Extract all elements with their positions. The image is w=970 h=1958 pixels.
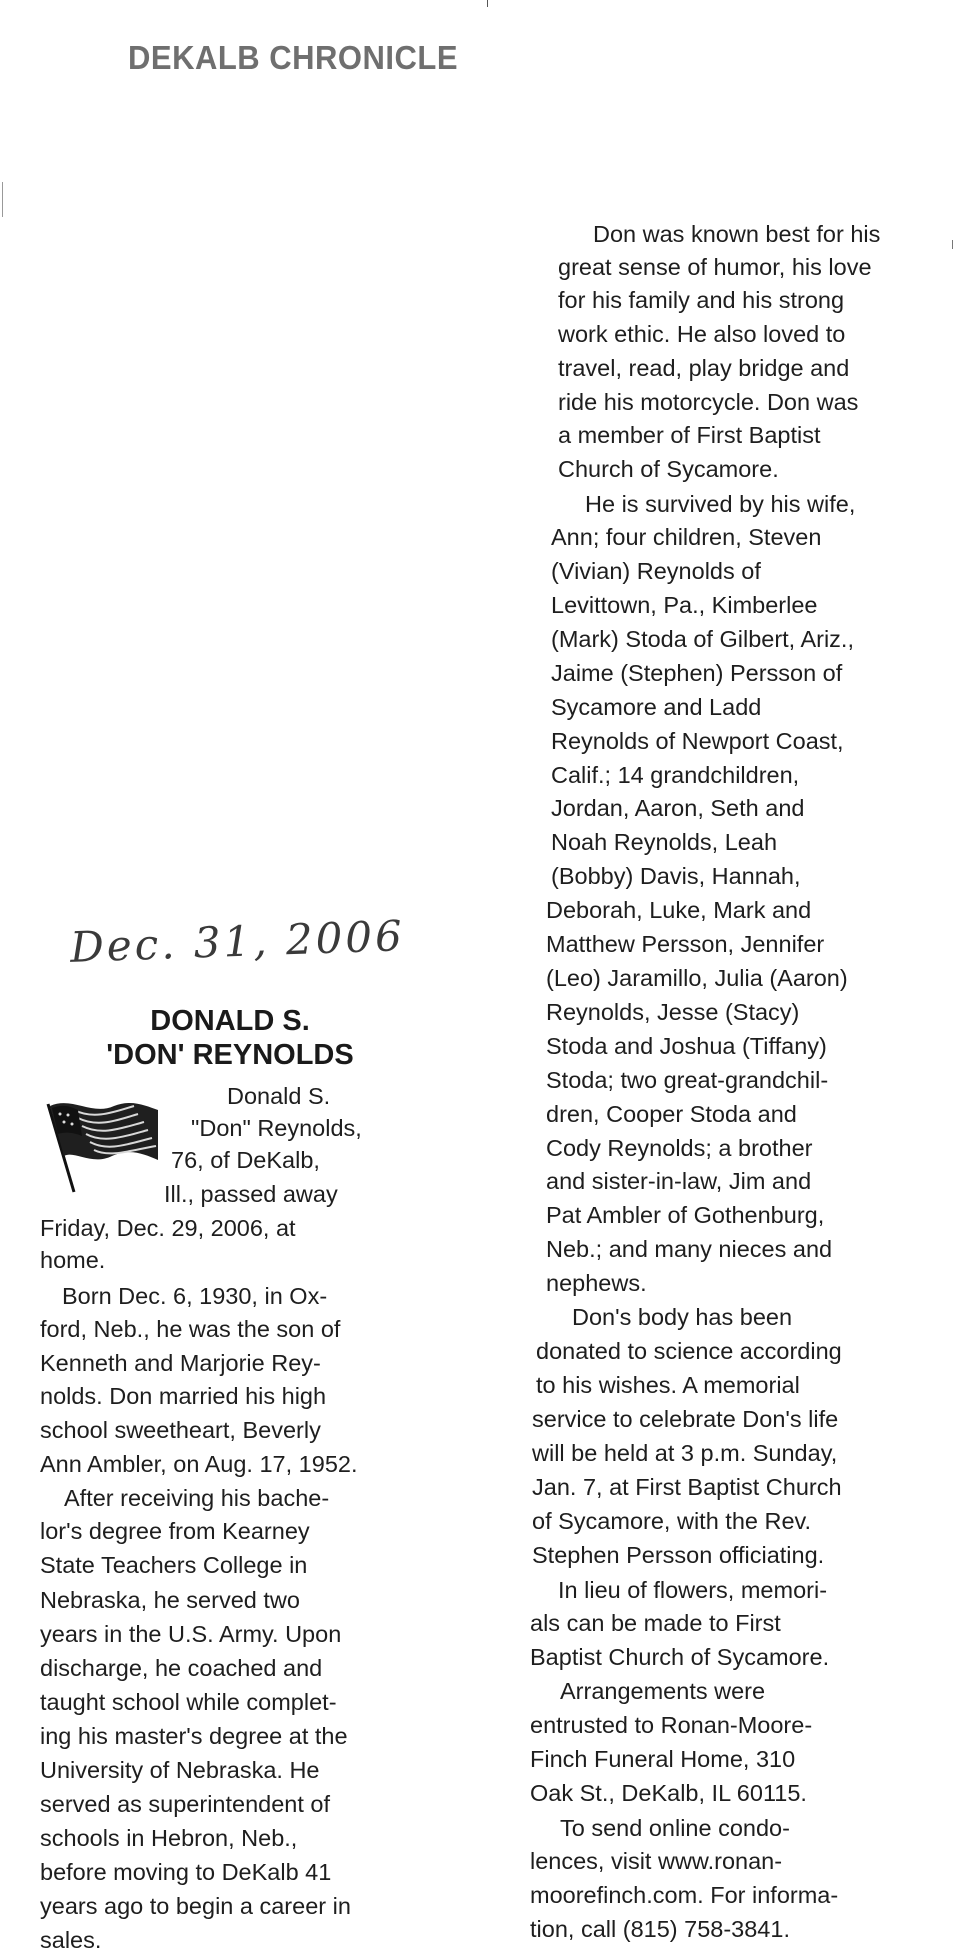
- left-column-line: nolds. Don married his high: [40, 1383, 327, 1409]
- left-column-line: Born Dec. 6, 1930, in Ox-: [62, 1283, 328, 1309]
- left-column-line: After receiving his bache-: [64, 1485, 330, 1511]
- left-column-line: schools in Hebron, Neb.,: [40, 1825, 298, 1851]
- right-column-line: Jordan, Aaron, Seth and: [551, 795, 805, 821]
- right-column-line: of Sycamore, with the Rev.: [532, 1508, 812, 1534]
- right-column-line: Don's body has been: [572, 1304, 793, 1330]
- left-column-line: discharge, he coached and: [40, 1655, 323, 1681]
- right-column-line: Cody Reynolds; a brother: [546, 1135, 813, 1161]
- right-column-line: nephews.: [546, 1270, 647, 1296]
- right-column-line: ride his motorcycle. Don was: [558, 389, 859, 415]
- right-column-line: Pat Ambler of Gothenburg,: [546, 1202, 825, 1228]
- obituary-name-line-1: DONALD S.: [150, 1005, 310, 1037]
- right-column-line: He is survived by his wife,: [585, 491, 856, 517]
- handwritten-date: Dec. 31, 2006: [69, 911, 406, 972]
- right-column-line: Noah Reynolds, Leah: [551, 829, 778, 855]
- right-column-line: To send online condo-: [560, 1815, 790, 1841]
- right-column-line: Levittown, Pa., Kimberlee: [551, 592, 818, 618]
- left-column-line: Ill., passed away: [164, 1181, 338, 1207]
- right-column-line: In lieu of flowers, memori-: [558, 1577, 828, 1603]
- right-column-line: Reynolds, Jesse (Stacy): [546, 999, 800, 1025]
- right-column-line: Stoda and Joshua (Tiffany): [546, 1033, 827, 1059]
- left-column-line: 76, of DeKalb,: [171, 1147, 320, 1173]
- left-column-line: Ann Ambler, on Aug. 17, 1952.: [40, 1451, 358, 1477]
- right-column-line: great sense of humor, his love: [558, 254, 872, 280]
- right-column-line: Stoda; two great-grandchil-: [546, 1067, 829, 1093]
- right-column-line: lences, visit www.ronan-: [530, 1848, 783, 1874]
- left-column-line: home.: [40, 1247, 106, 1273]
- right-column-line: Don was known best for his: [593, 221, 881, 247]
- clipping-edge-mark: [487, 0, 488, 7]
- right-column-line: Church of Sycamore.: [558, 456, 779, 482]
- right-column-line: service to celebrate Don's life: [532, 1406, 839, 1432]
- left-column-line: school sweetheart, Beverly: [40, 1417, 321, 1443]
- right-column-line: and sister-in-law, Jim and: [546, 1168, 812, 1194]
- left-column-line: Nebraska, he served two: [40, 1587, 300, 1613]
- right-column-line: (Mark) Stoda of Gilbert, Ariz.,: [551, 626, 854, 652]
- right-column-line: (Vivian) Reynolds of: [551, 558, 761, 584]
- right-column-line: moorefinch.com. For informa-: [530, 1882, 839, 1908]
- left-column-line: before moving to DeKalb 41: [40, 1859, 332, 1885]
- left-column-line: "Don" Reynolds,: [191, 1115, 362, 1141]
- right-column-line: Jaime (Stephen) Persson of: [551, 660, 843, 686]
- right-column-line: Reynolds of Newport Coast,: [551, 728, 844, 754]
- right-column-line: Neb.; and many nieces and: [546, 1236, 833, 1262]
- left-column-line: University of Nebraska. He: [40, 1757, 320, 1783]
- left-column-line: years ago to begin a career in: [40, 1893, 351, 1919]
- right-column-line: als can be made to First: [530, 1610, 781, 1636]
- left-column-line: served as superintendent of: [40, 1791, 331, 1817]
- right-column-line: Deborah, Luke, Mark and: [546, 897, 812, 923]
- right-column-line: (Bobby) Davis, Hannah,: [551, 863, 801, 889]
- left-column-line: lor's degree from Kearney: [40, 1518, 310, 1544]
- right-column-line: Stephen Persson officiating.: [532, 1542, 825, 1568]
- right-column-line: Calif.; 14 grandchildren,: [551, 762, 800, 788]
- right-column-line: Ann; four children, Steven: [551, 524, 822, 550]
- right-column-line: to his wishes. A memorial: [536, 1372, 800, 1398]
- right-column-line: travel, read, play bridge and: [558, 355, 850, 381]
- right-column-line: donated to science according: [536, 1338, 842, 1364]
- left-column-line: years in the U.S. Army. Upon: [40, 1621, 342, 1647]
- right-column-line: will be held at 3 p.m. Sunday,: [532, 1440, 838, 1466]
- left-column-line: ford, Neb., he was the son of: [40, 1316, 341, 1342]
- newspaper-masthead: DEKALB CHRONICLE: [128, 38, 459, 77]
- right-column-line: tion, call (815) 758-3841.: [530, 1916, 790, 1942]
- right-column-line: entrusted to Ronan-Moore-: [530, 1712, 813, 1738]
- right-column-line: Baptist Church of Sycamore.: [530, 1644, 830, 1670]
- left-column-line: State Teachers College in: [40, 1552, 308, 1578]
- right-column-line: work ethic. He also loved to: [558, 321, 846, 347]
- right-column-line: dren, Cooper Stoda and: [546, 1101, 797, 1127]
- right-column-line: Finch Funeral Home, 310: [530, 1746, 796, 1772]
- right-column-line: for his family and his strong: [558, 287, 845, 313]
- right-column-line: (Leo) Jaramillo, Julia (Aaron): [546, 965, 848, 991]
- left-column-line: Friday, Dec. 29, 2006, at: [40, 1215, 296, 1241]
- left-column-line: Kenneth and Marjorie Rey-: [40, 1350, 321, 1376]
- right-column-line: a member of First Baptist: [558, 422, 821, 448]
- american-flag-icon: [40, 1094, 162, 1196]
- clipping-edge-mark: [952, 240, 953, 249]
- left-column-line: sales.: [40, 1927, 102, 1953]
- left-column-line: Donald S.: [227, 1083, 331, 1109]
- right-column-line: Matthew Persson, Jennifer: [546, 931, 825, 957]
- right-column-line: Jan. 7, at First Baptist Church: [532, 1474, 842, 1500]
- right-column-line: Oak St., DeKalb, IL 60115.: [530, 1780, 807, 1806]
- clipping-edge-mark: [2, 182, 3, 217]
- obituary-name-line-2: 'DON' REYNOLDS: [106, 1039, 354, 1071]
- left-column-line: taught school while complet-: [40, 1689, 337, 1715]
- right-column-line: Sycamore and Ladd: [551, 694, 762, 720]
- left-column-line: ing his master's degree at the: [40, 1723, 348, 1749]
- right-column-line: Arrangements were: [560, 1678, 766, 1704]
